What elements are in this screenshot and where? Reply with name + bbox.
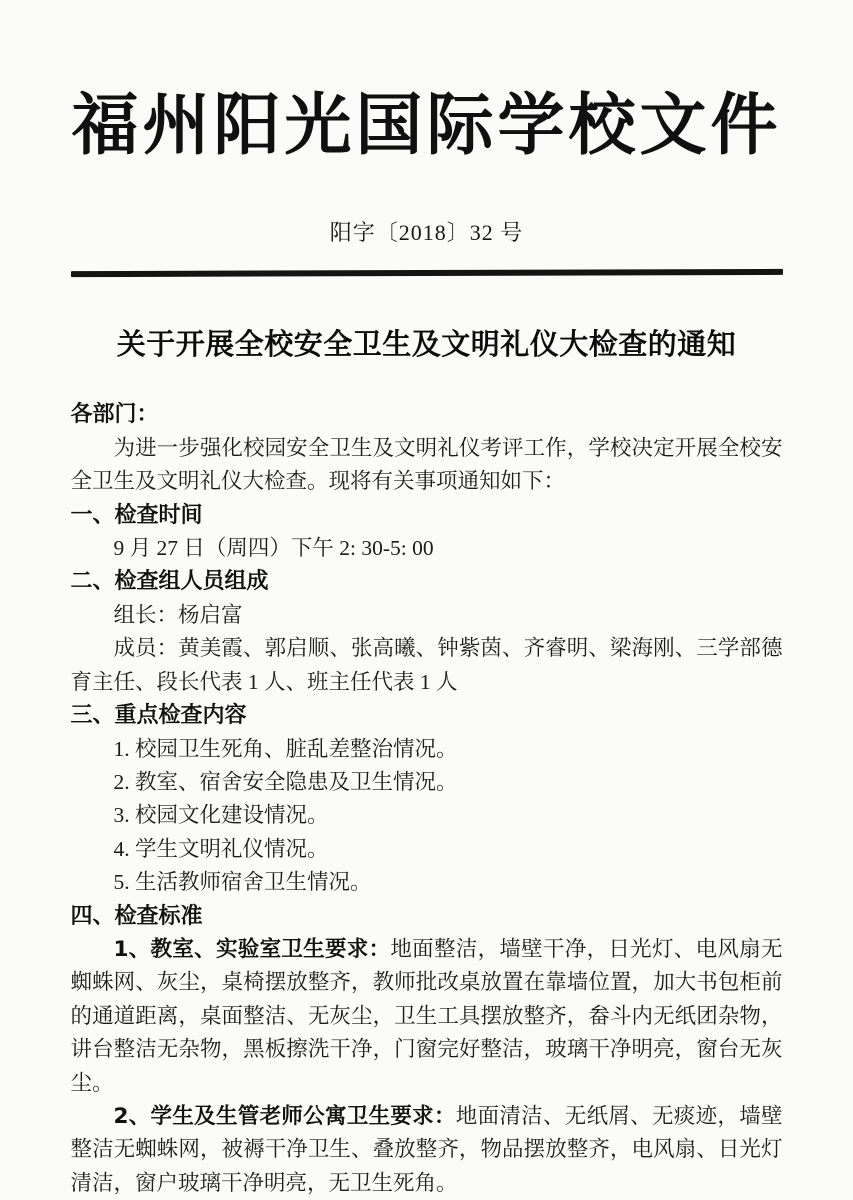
key-content-item-4: 4. 学生文明礼仪情况。 (113, 836, 329, 861)
doc-number: 阳字〔2018〕32 号 (329, 220, 524, 246)
key-content-item-1: 1. 校园卫生死角、脏乱差整治情况。 (113, 736, 458, 761)
inspection-time-text: 9 月 27 日（周四）下午 2: 30-5: 00 (113, 536, 434, 561)
salutation: 各部门： (70, 402, 159, 428)
intro-paragraph: 为进一步强化校园安全卫生及文明礼仪考评工作，学校决定开展全校安全卫生及文明礼仪大检查。现将有关事项通知如下： (70, 435, 783, 494)
standard-classroom-label: 1、教室、实验室卫生要求： (113, 936, 391, 962)
team-leader-text: 组长：杨启富 (113, 602, 243, 627)
section-heading-standards: 四、检查标准 (70, 903, 203, 929)
section-heading-key-content: 三、重点检查内容 (70, 703, 247, 729)
section-heading-inspection-time: 一、检查时间 (70, 502, 203, 528)
section-heading-team-composition: 二、检查组人员组成 (70, 569, 269, 595)
standard-apartment-label: 2、学生及生管老师公寓卫生要求： (113, 1103, 456, 1129)
team-members-text: 成员：黄美霞、郭启顺、张高曦、钟紫茵、齐睿明、梁海刚、三学部德育主任、段长代表 1 人、班主任代表 1 人 (70, 636, 783, 694)
key-content-item-3: 3. 校园文化建设情况。 (113, 803, 329, 828)
notice-title: 关于开展全校安全卫生及文明礼仪大检查的通知 (116, 327, 737, 362)
key-content-item-5: 5. 生活教师宿舍卫生情况。 (113, 870, 372, 895)
standard-apartment-paragraph (71, 1100, 783, 1200)
standard-apartment-text: 地面清洁、无纸屑、无痰迹，墙壁整洁无蜘蛛网，被褥干净卫生、叠放整齐，物品摆放整齐，电风扇、日光灯清洁，窗户玻璃干净明亮，无卫生死角。 (70, 1103, 783, 1195)
key-content-item-2: 2. 教室、宿舍安全隐患及卫生情况。 (113, 769, 458, 794)
divider-rule (70, 269, 782, 277)
standard-classroom-paragraph (71, 933, 783, 1100)
letterhead-title: 福州阳光国际学校文件 (71, 89, 782, 163)
standard-classroom-text: 地面整洁，墙壁干净，日光灯、电风扇无蜘蛛网、灰尘，桌椅摆放整齐，教师批改桌放置在靠墙位置，加大书包柜前的通道距离，桌面整洁、无灰尘，卫生工具摆放整齐，畚斗内无纸团杂物，讲台整洁无杂物，黑板擦洗干净，门窗完好整洁，玻璃干净明亮，窗台无灰尘。 (70, 936, 783, 1095)
document-body (71, 398, 783, 1200)
